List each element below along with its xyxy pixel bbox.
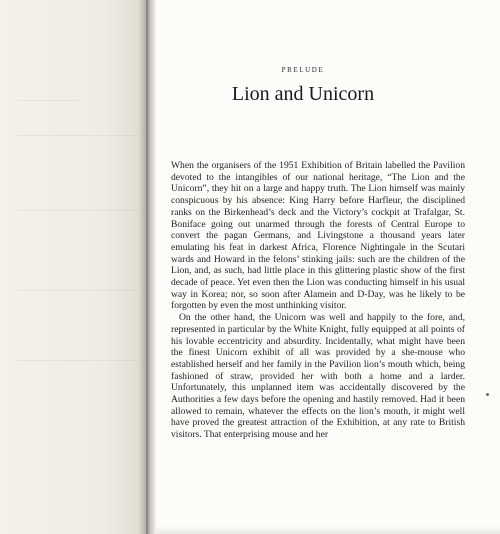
- section-label: PRELUDE: [281, 66, 325, 74]
- book-gutter: [146, 0, 156, 534]
- chapter-title: Lion and Unicorn: [231, 83, 375, 105]
- facing-page: [0, 0, 150, 534]
- bleed-through-line: [18, 100, 78, 101]
- bleed-through-line: [18, 290, 138, 291]
- paragraph: When the organisers of the 1951 Exhibition of Britain labelled the Pavilion devoted to the intangibles of our national heritage, “The Lion and the Unicorn”, they hit on a large and happy truth. The Lion himself was mainly conspicuous by his absence: King Harry before Harfleur, the disciplined ranks on the Birkenhead’s deck and the Victory’s cockpit at Trafalgar, St. Boniface going out unarmed through the forests of Central Europe to convert the pagan Germans, and Livingstone a thousand years later emulating his feat in darkest Africa, Florence Nightingale in the Scutari wards and Howard in the felons’ stinking jails: such are the children of the Lion, and, as such, had little place in this glittering plastic show of the first decade of peace. Yet even then the Lion was conducting himself in his usual way in Korea; nor, so soon after Alamein and D-Day, was he likely to be forgotten by even the most unthinking visitor.: [171, 160, 465, 312]
- body-text: [171, 160, 465, 441]
- page-shadow: [156, 526, 500, 534]
- bleed-through-line: [18, 135, 138, 136]
- bleed-through-line: [18, 210, 138, 211]
- bleed-through-line: [18, 360, 138, 361]
- paragraph: On the other hand, the Unicorn was well and happily to the fore, and, represented in particular by the White Knight, fully equipped at all points of his lovable eccentricity and absurdity. Incidentally, what might have been the finest Unicorn exhibit of all was provided by a she-mouse who established herself and her family in the Pavilion lion’s mouth which, being fashioned of straw, provided her with both a home and a larder. Unfortunately, this unplanned item was accidentally discovered by the Authorities a few days before the opening and hastily removed. Had it been allowed to remain, whatever the effects on the lion’s mouth, it might well have proved the greatest attraction of the Exhibition, at any rate to British visitors. That enterprising mouse and her: [171, 312, 465, 441]
- scan-speck: [486, 393, 489, 396]
